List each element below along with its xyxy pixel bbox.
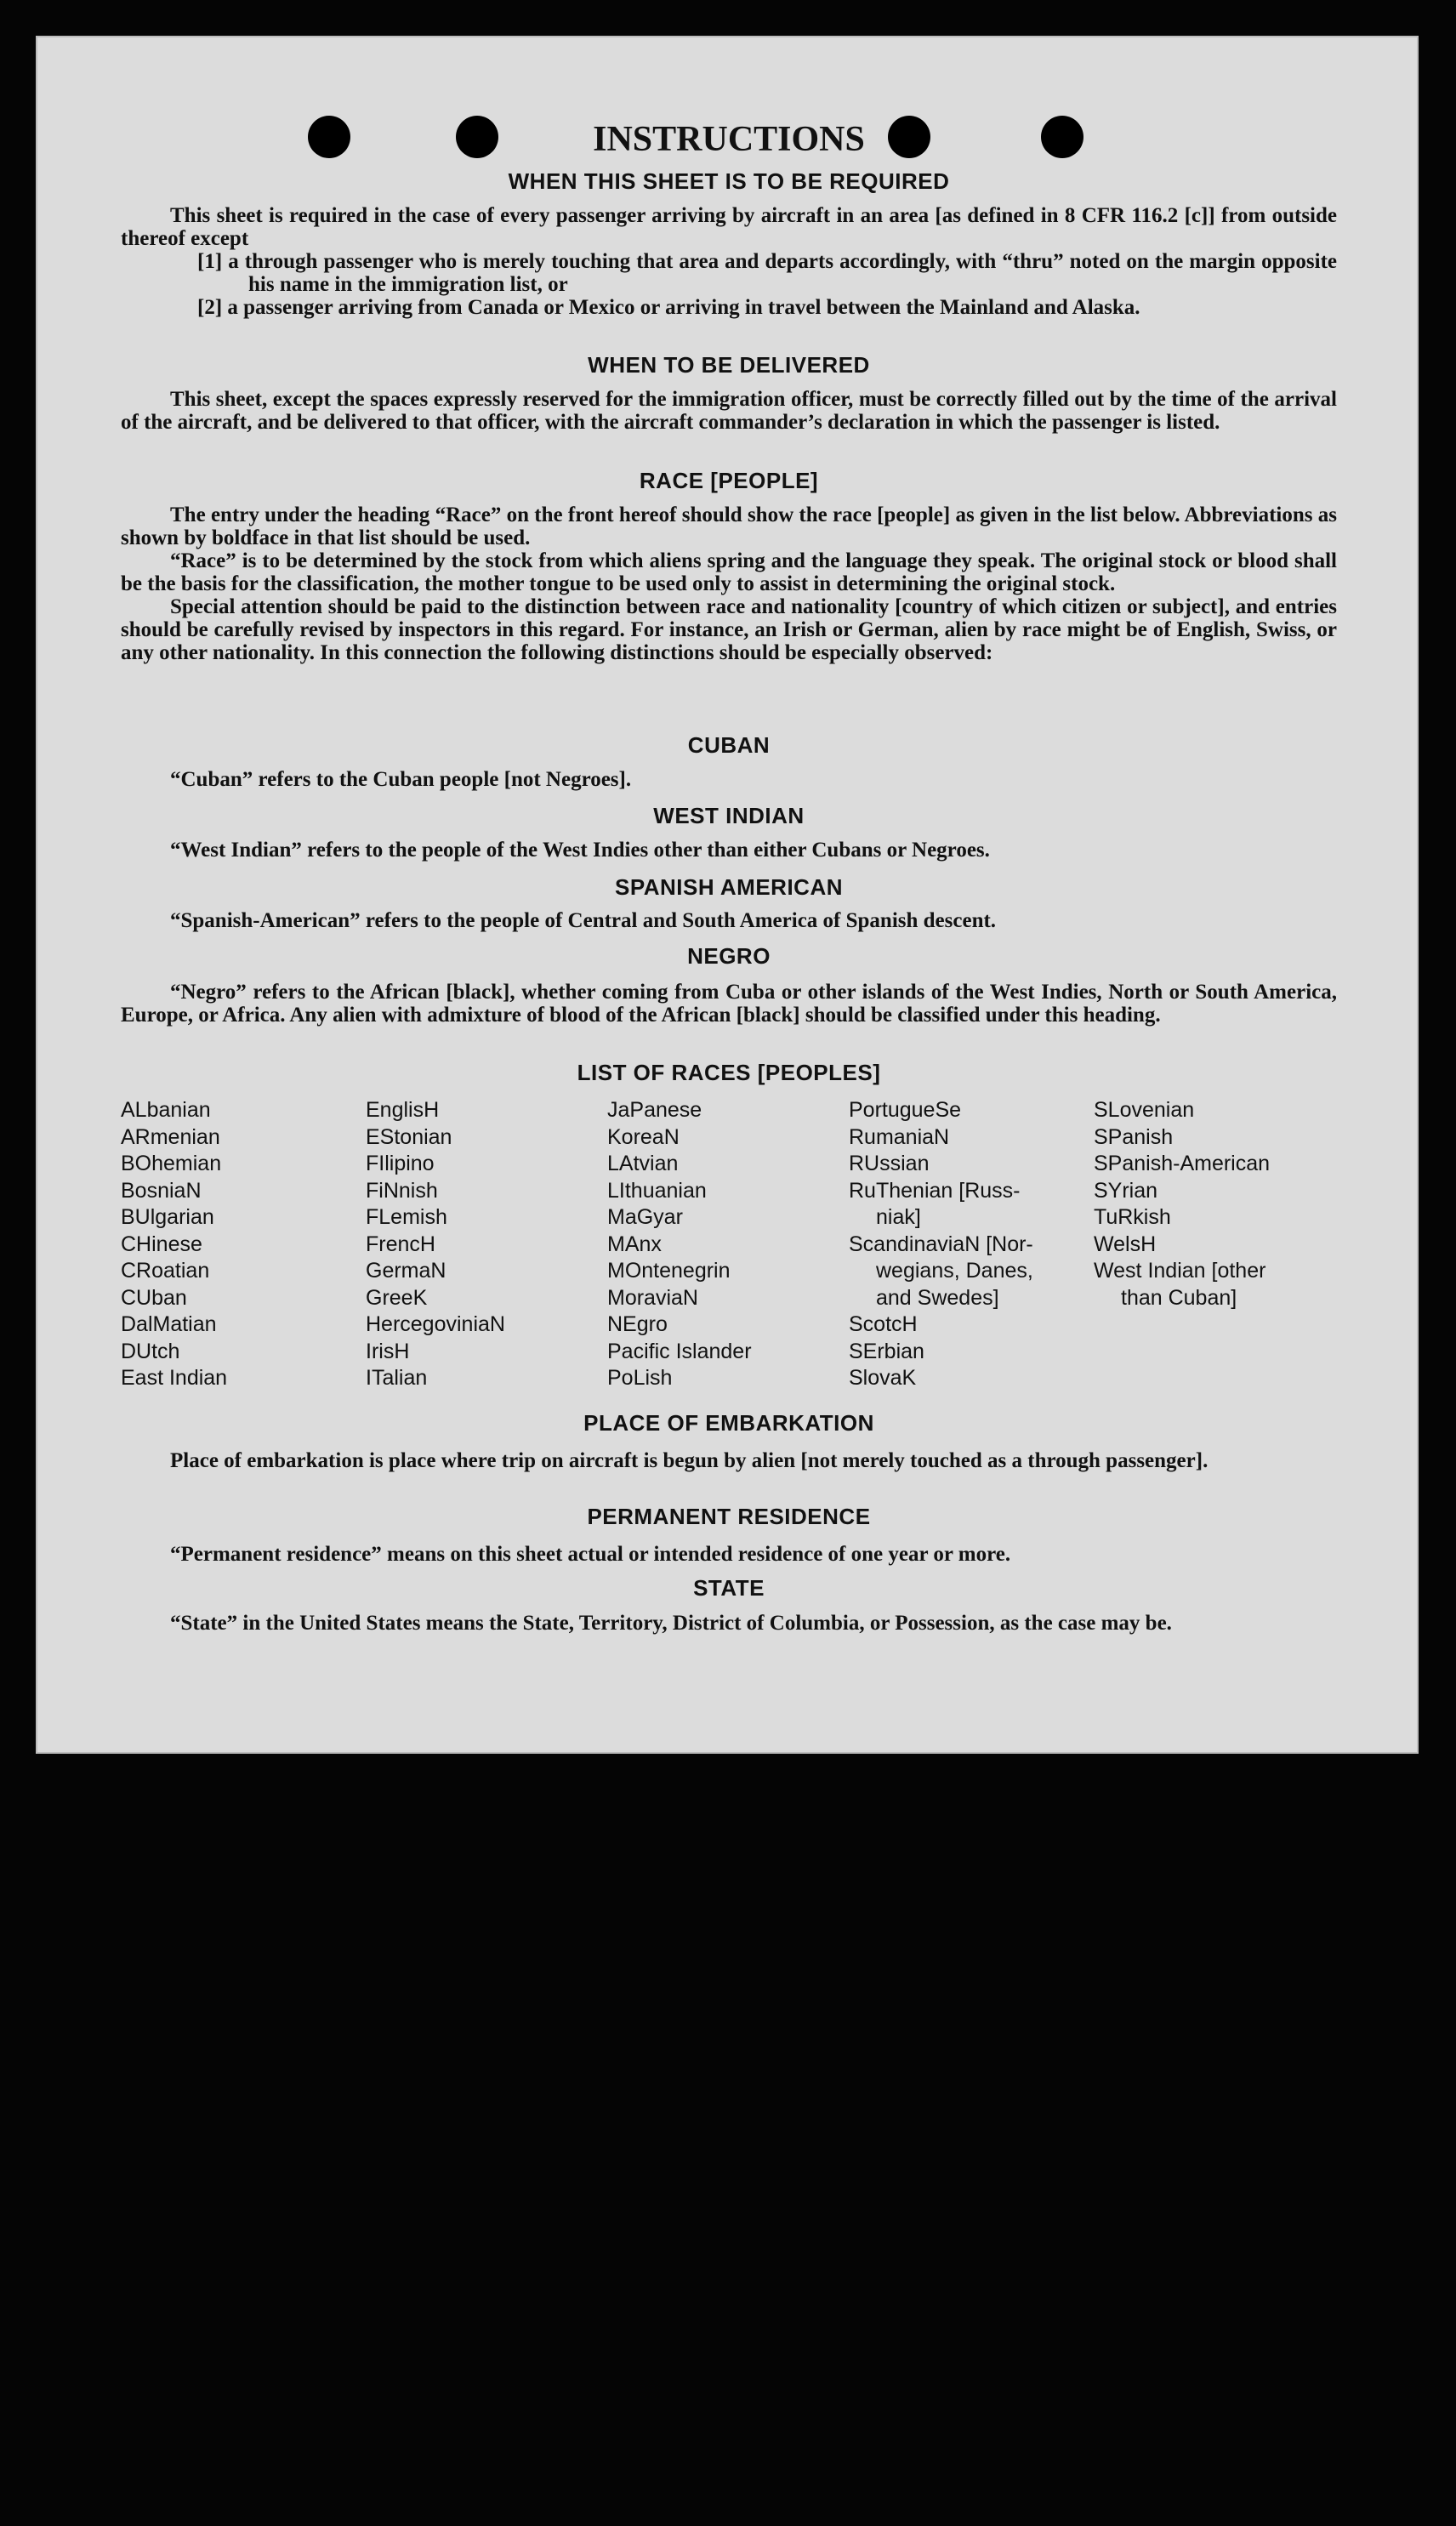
races-column <box>121 1097 227 1392</box>
race-entry: SErbian <box>849 1339 924 1363</box>
heading-list-of-races: LIST OF RACES [PEOPLES] <box>577 1060 881 1085</box>
race-entry: RuThenian [Russ- <box>849 1178 1021 1203</box>
section-race <box>121 503 1337 664</box>
paragraph: Special attention should be paid to the distinction between race and nationality [country of which citizen or subject], and entries should be carefully revised by inspectors in this regard. For instance, an Irish or German, alien by race might be of English, Swiss, or any other nationality. In this connection the following distinctions should be especially observed: <box>121 595 1337 664</box>
race-entry: CRoatian <box>121 1259 210 1283</box>
race-entry: BUlgarian <box>121 1205 214 1229</box>
paragraph: “State” in the United States means the State, Territory, District of Columbia, or Possession, as the case may be. <box>170 1612 1172 1635</box>
race-entry: HercegoviniaN <box>366 1312 505 1336</box>
race-entry: NEgro <box>607 1312 668 1336</box>
race-entry: SLovenian <box>1094 1098 1195 1122</box>
races-column <box>366 1097 505 1392</box>
paragraph: “Permanent residence” means on this sheet actual or intended residence of one year or more. <box>170 1543 1011 1566</box>
paragraph: “Cuban” refers to the Cuban people [not Negroes]. <box>170 768 632 791</box>
exception-item: [2] a passenger arriving from Canada or Mexico or arriving in travel between the Mainland and Alaska. <box>197 296 1140 319</box>
paragraph: Place of embarkation is place where trip on aircraft is begun by alien [not merely touched as a through passenger]. <box>170 1449 1209 1472</box>
section-spanish-american <box>121 909 1337 932</box>
race-entry: FIlipino <box>366 1152 435 1175</box>
section-cuban <box>121 768 1337 791</box>
paragraph: The entry under the heading “Race” on the front hereof should show the race [people] as given in the list below. Abbreviations as shown by boldface in that list should be used. <box>121 503 1337 549</box>
heading-west-indian: WEST INDIAN <box>653 803 805 828</box>
section-when-required <box>121 204 1337 319</box>
race-entry: SYrian <box>1094 1178 1158 1203</box>
race-entry: MoraviaN <box>607 1285 698 1310</box>
race-entry: JaPanese <box>607 1098 702 1122</box>
race-entry: West Indian [other <box>1094 1259 1266 1283</box>
race-entry: FLemish <box>366 1205 447 1229</box>
race-entry: DUtch <box>121 1339 180 1363</box>
heading-cuban: CUBAN <box>687 732 771 758</box>
heading-when-required: WHEN THIS SHEET IS TO BE REQUIRED <box>508 168 950 194</box>
paragraph: “West Indian” refers to the people of the West Indies other than either Cubans or Negroes. <box>170 839 990 862</box>
race-entry: CHinese <box>121 1232 202 1256</box>
races-column <box>607 1097 752 1392</box>
race-entry: BOhemian <box>121 1152 222 1175</box>
paragraph: This sheet is required in the case of every passenger arriving by aircraft in an area [as defined in 8 CFR 116.2 [c]] from outside thereof except <box>121 204 1337 250</box>
paragraph: This sheet, except the spaces expressly reserved for the immigration officer, must be correctly filled out by the time of the arrival of the aircraft, and be delivered to that officer, with the aircraft commander’s declaration in which the passenger is listed. <box>121 388 1337 434</box>
heading-place-of-embarkation: PLACE OF EMBARKATION <box>583 1410 874 1436</box>
section-negro <box>121 981 1337 1027</box>
race-entry: PortugueSe <box>849 1098 962 1122</box>
race-entry: wegians, Danes, <box>876 1259 1033 1283</box>
heading-negro: NEGRO <box>687 943 771 969</box>
race-entry: and Swedes] <box>876 1285 999 1310</box>
race-entry: SlovaK <box>849 1366 917 1390</box>
race-entry: SPanish <box>1094 1124 1174 1149</box>
races-column <box>849 1097 1033 1392</box>
race-entry: niak] <box>876 1205 921 1229</box>
paragraph: “Spanish-American” refers to the people of Central and South America of Spanish descent. <box>170 909 997 932</box>
race-entry: FiNnish <box>366 1178 438 1203</box>
race-entry: MAnx <box>607 1232 662 1256</box>
paragraph: “Race” is to be determined by the stock from which aliens spring and the language they speak. The original stock or blood shall be the basis for the classification, the mother tongue to be used only to assist in determining the original stock. <box>121 549 1337 595</box>
race-entry: ScotcH <box>849 1312 918 1336</box>
race-entry: MOntenegrin <box>607 1259 731 1283</box>
section-permanent-residence <box>121 1543 1337 1566</box>
race-entry: RUssian <box>849 1152 930 1175</box>
race-entry: SPanish-American <box>1094 1152 1271 1175</box>
race-entry: IrisH <box>366 1339 410 1363</box>
race-entry: CUban <box>121 1285 187 1310</box>
race-entry: ALbanian <box>121 1098 211 1122</box>
heading-state: STATE <box>693 1575 765 1601</box>
heading-permanent-residence: PERMANENT RESIDENCE <box>587 1504 871 1529</box>
exception-item: [1] a through passenger who is merely touching that area and departs accordingly, with “thru” noted on the margin opposite his name in the immigration list, or <box>197 250 1337 296</box>
race-entry: LIthuanian <box>607 1178 707 1203</box>
race-entry: EStonian <box>366 1124 452 1149</box>
heading-spanish-american: SPANISH AMERICAN <box>614 874 843 900</box>
section-west-indian <box>121 839 1337 862</box>
paragraph: “Negro” refers to the African [black], whether coming from Cuba or other islands of the West Indies, North or South America, Europe, or Africa. Any alien with admixture of blood of the African [black] should be classified under this heading. <box>121 981 1337 1027</box>
race-entry: East Indian <box>121 1366 228 1390</box>
race-entry: GermaN <box>366 1259 446 1283</box>
heading-race: RACE [PEOPLE] <box>639 468 819 493</box>
race-entry: ITalian <box>366 1366 428 1390</box>
race-entry: TuRkish <box>1094 1205 1171 1229</box>
race-entry: Pacific Islander <box>607 1339 752 1363</box>
race-entry: than Cuban] <box>1121 1285 1237 1310</box>
section-place-of-embarkation <box>121 1449 1337 1472</box>
race-entry: BosniaN <box>121 1178 202 1203</box>
race-entry: DalMatian <box>121 1312 217 1336</box>
race-entry: KoreaN <box>607 1124 680 1149</box>
race-entry: ScandinaviaN [Nor- <box>849 1232 1033 1256</box>
race-entry: LAtvian <box>607 1152 679 1175</box>
races-column <box>1094 1097 1270 1311</box>
section-when-delivered <box>121 388 1337 434</box>
heading-when-delivered: WHEN TO BE DELIVERED <box>588 352 870 378</box>
race-entry: WelsH <box>1094 1232 1157 1256</box>
race-entry: PoLish <box>607 1366 673 1390</box>
race-entry: MaGyar <box>607 1205 683 1229</box>
section-state <box>121 1612 1337 1635</box>
race-entry: RumaniaN <box>849 1124 950 1149</box>
race-entry: ARmenian <box>121 1124 220 1149</box>
race-entry: EnglisH <box>366 1098 440 1122</box>
race-entry: GreeK <box>366 1285 428 1310</box>
race-entry: FrencH <box>366 1232 435 1256</box>
page-title: INSTRUCTIONS <box>593 120 865 159</box>
